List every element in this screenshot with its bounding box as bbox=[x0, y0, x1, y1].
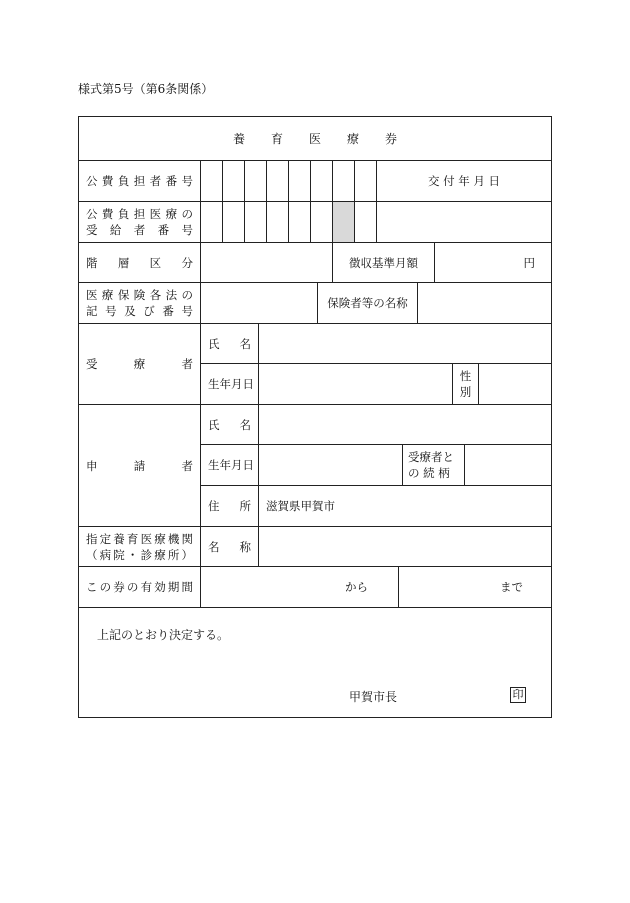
validity-label: この券の有効期間 bbox=[79, 567, 201, 608]
payer-digits-box bbox=[355, 161, 377, 202]
payer-digits-box bbox=[311, 161, 333, 202]
medical-care-voucher-form bbox=[78, 116, 552, 718]
monthly-base-value bbox=[435, 243, 551, 283]
institution-name-label: 名 称 bbox=[201, 527, 259, 567]
payer-digits-box bbox=[333, 161, 355, 202]
patient-birth-value bbox=[259, 364, 453, 405]
insurance-label: 医療保険各法の 記号及び番号 bbox=[79, 283, 201, 324]
recipient-number-box bbox=[201, 202, 223, 243]
payer-digits-box bbox=[245, 161, 267, 202]
issue-date-label: 交 付 年 月 日 bbox=[377, 161, 551, 202]
applicant-label: 申請者 bbox=[79, 405, 201, 527]
insurer-name-value bbox=[418, 283, 551, 324]
form-title bbox=[79, 117, 551, 161]
tier-value bbox=[201, 243, 333, 283]
relation-label: 受療者と の 続 柄 bbox=[403, 445, 465, 486]
recipient-number-blank bbox=[377, 202, 551, 243]
relation-value bbox=[465, 445, 551, 486]
applicant-address-label: 住 所 bbox=[201, 486, 259, 527]
recipient-number-box bbox=[355, 202, 377, 243]
payer-digits-box bbox=[289, 161, 311, 202]
form-number-label: 様式第5号（第6条関係） bbox=[78, 82, 214, 96]
recipient-number-box bbox=[311, 202, 333, 243]
form-title-text: 養育医療券 bbox=[232, 131, 423, 146]
mayor-title: 甲賀市長 bbox=[349, 690, 398, 704]
validity-until: まで bbox=[399, 567, 551, 608]
payer-digits-box bbox=[223, 161, 245, 202]
recipient-number-box bbox=[223, 202, 245, 243]
patient-name-label: 氏 名 bbox=[201, 324, 259, 364]
applicant-address-value: 滋賀県甲賀市 bbox=[259, 486, 551, 527]
recipient-number-box bbox=[267, 202, 289, 243]
recipient-number-box bbox=[333, 202, 355, 243]
payer-number-label: 公費負担者番号 bbox=[79, 161, 201, 202]
patient-sex-value bbox=[479, 364, 551, 405]
institution-name-value bbox=[259, 527, 551, 567]
institution-label: 指定養育医療機関 （病院・診療所） bbox=[79, 527, 201, 567]
seal-mark: 印 bbox=[510, 687, 526, 703]
patient-label: 受療者 bbox=[79, 324, 201, 405]
payer-digits-box bbox=[201, 161, 223, 202]
yen-unit: 円 bbox=[523, 255, 535, 270]
insurance-number-value bbox=[201, 283, 318, 324]
applicant-birth-label: 生年月日 bbox=[201, 445, 259, 486]
monthly-base-label: 徴収基準月額 bbox=[333, 243, 435, 283]
validity-from: から bbox=[201, 567, 399, 608]
payer-digits-box bbox=[267, 161, 289, 202]
recipient-number-label: 公費負担医療の 受給者番号 bbox=[79, 202, 201, 243]
insurer-name-label: 保険者等の名称 bbox=[318, 283, 418, 324]
recipient-number-box bbox=[245, 202, 267, 243]
applicant-name-value bbox=[259, 405, 551, 445]
recipient-number-box bbox=[289, 202, 311, 243]
patient-sex-label: 性 別 bbox=[453, 364, 479, 405]
tier-label: 階層区分 bbox=[79, 243, 201, 283]
applicant-name-label: 氏 名 bbox=[201, 405, 259, 445]
patient-name-value bbox=[259, 324, 551, 364]
decision-area bbox=[79, 608, 551, 717]
applicant-birth-value bbox=[259, 445, 403, 486]
decision-notice: 上記のとおり決定する。 bbox=[97, 628, 230, 642]
patient-birth-label: 生年月日 bbox=[201, 364, 259, 405]
